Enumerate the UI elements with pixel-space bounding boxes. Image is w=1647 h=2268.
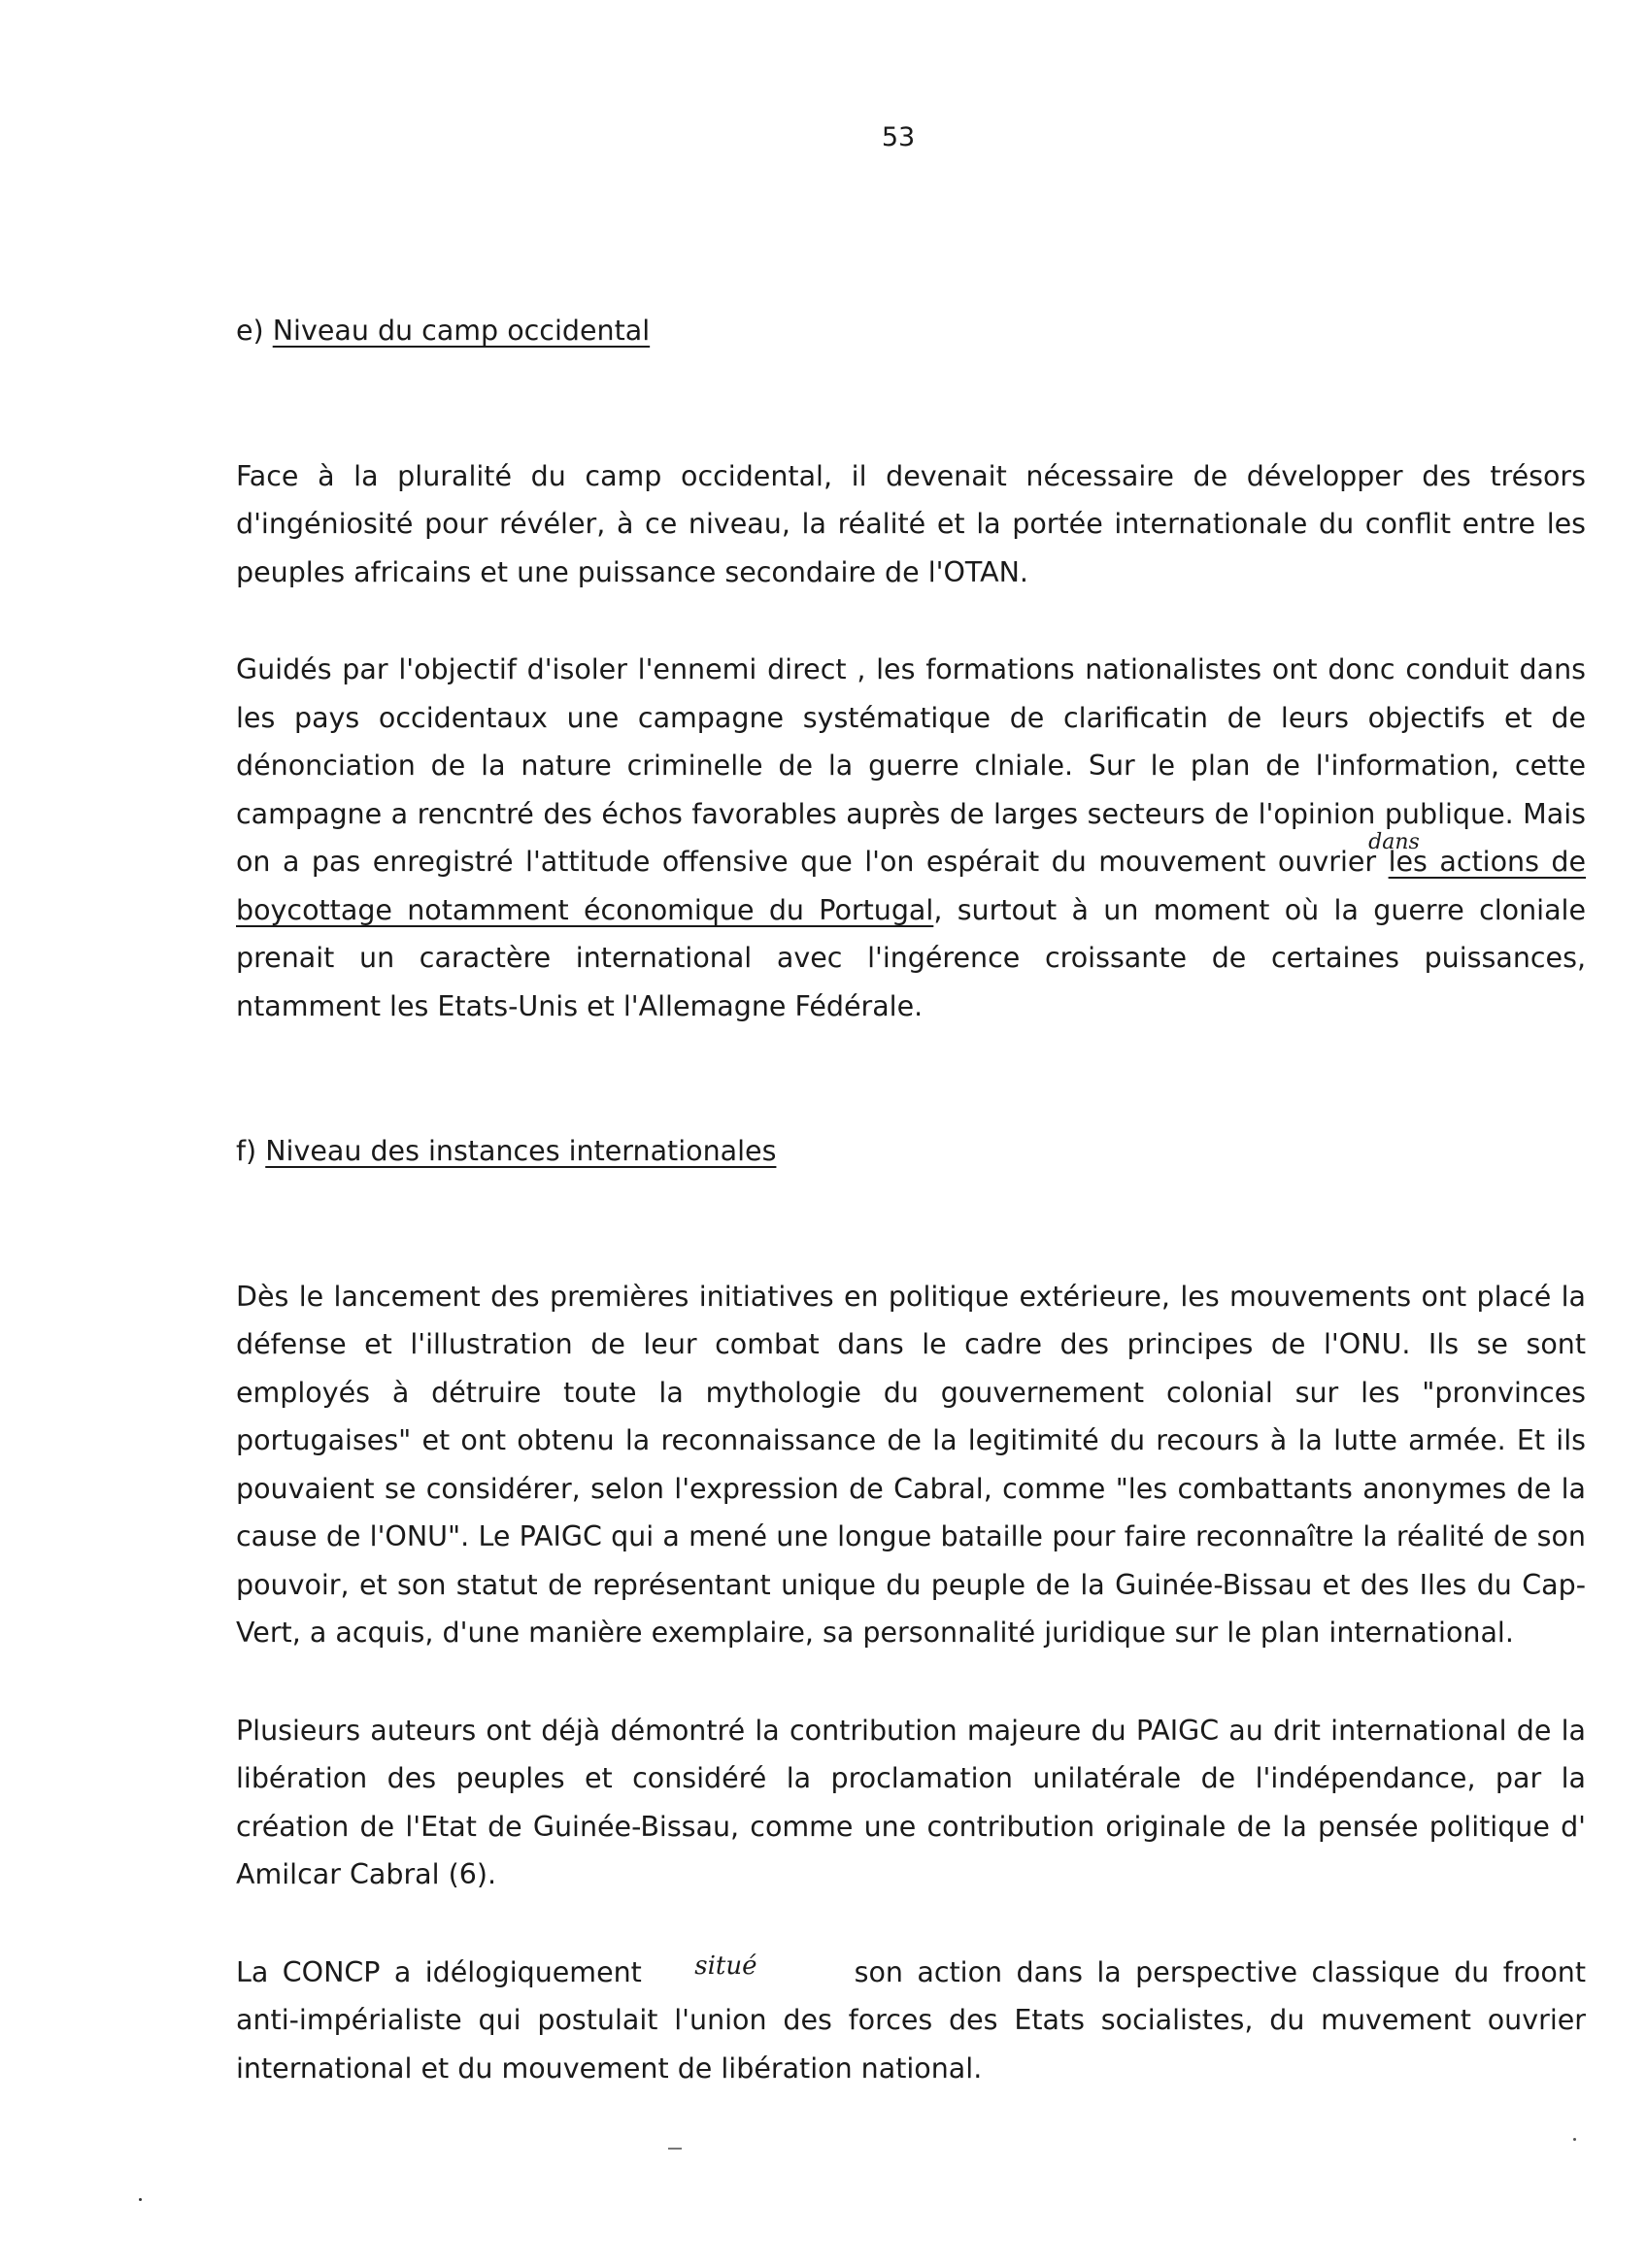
document-body xyxy=(236,307,1586,2092)
scan-mark xyxy=(668,2148,682,2150)
section-heading-prefix: f) xyxy=(236,1135,266,1167)
paragraph-with-annotation xyxy=(236,1949,1586,2093)
paragraph-text: Guidés par l'objectif d'isoler l'ennemi direct , les formations nationalistes ont donc conduit dans les pays occidentaux une campagne systématique de clarificatin de leurs objectifs et de dénonciation de la nature criminelle de la guerre clniale. Sur le plan de l'information, cette campagne a rencntré des échos favorables auprès de larges secteurs de l'opinion publique. Mais on a pas enregistré l'attitude offensive que l'on espérait du mouvement ouvrier xyxy=(236,653,1586,878)
paragraph: Dès le lancement des premières initiatives en politique extérieure, les mouvements ont placé la défense et l'illustration de leur combat dans le cadre des principes de l'ONU. Ils se sont employés à détruire toute la mythologie du gouvernement colonial sur les "pronvinces portugaises" et ont obtenu la reconnaissance de la legitimité du recours à la lutte armée. Et ils pouvaient se considérer, selon l'expression de Cabral, comme "les combattants anonymes de la cause de l'ONU". Le PAIGC qui a mené une longue bataille pour faire reconnaître la réalité de son pouvoir, et son statut de représentant unique du peuple de la Guinée-Bissau et des Iles du Cap-Vert, a acquis, d'une manière exemplaire, sa personnalité juridique sur le plan international. xyxy=(236,1280,1586,1649)
section-heading-prefix: e) xyxy=(236,315,273,347)
section-heading-f xyxy=(236,1127,1586,1176)
page-number: 53 xyxy=(881,122,916,152)
section-heading-e xyxy=(236,307,1586,355)
section-heading-title: Niveau des instances internationales xyxy=(265,1135,777,1167)
paragraph: Plusieurs auteurs ont déjà démontré la contribution majeure du PAIGC au drit international de la libération des peuples et considéré la proclamation unilatérale de l'indépendance, par la création de l'Etat de Guinée-Bissau, comme une contribution originale de la pensée politique d' Amilcar Cabral (6). xyxy=(236,1714,1586,1890)
section-heading-title: Niveau du camp occidental xyxy=(272,315,651,347)
handwritten-word: situé xyxy=(694,1951,757,1981)
scan-mark xyxy=(139,2198,142,2201)
paragraph-with-annotation xyxy=(236,646,1586,1030)
paragraph-text: , surtout à un moment où la guerre cloniale prenait un caractère international avec l'ingérence croissante de certaines puissances, ntamment les Etats-Unis et l'Allemagne Fédérale. xyxy=(236,893,1587,1022)
underlined-text: les actions de boycottage notamment économique du Portugal xyxy=(236,846,1586,926)
handwritten-word: dans xyxy=(1368,830,1420,854)
paragraph-text: son action dans la perspective classique du froont anti-impérialiste qui postulait l'union des forces des Etats socialistes, du muvement ouvrier international et du mouvement de libération national. xyxy=(236,1955,1586,2085)
paragraph-text: La CONCP a idélogiquement xyxy=(236,1955,642,1988)
scan-mark xyxy=(1573,2138,1576,2141)
paragraph: Face à la pluralité du camp occidental, il devenait nécessaire de développer des trésors d'ingéniosité pour révéler, à ce niveau, la réalité et la portée internationale du conflit entre les peuples africains et une puissance secondaire de l'OTAN. xyxy=(236,459,1586,588)
